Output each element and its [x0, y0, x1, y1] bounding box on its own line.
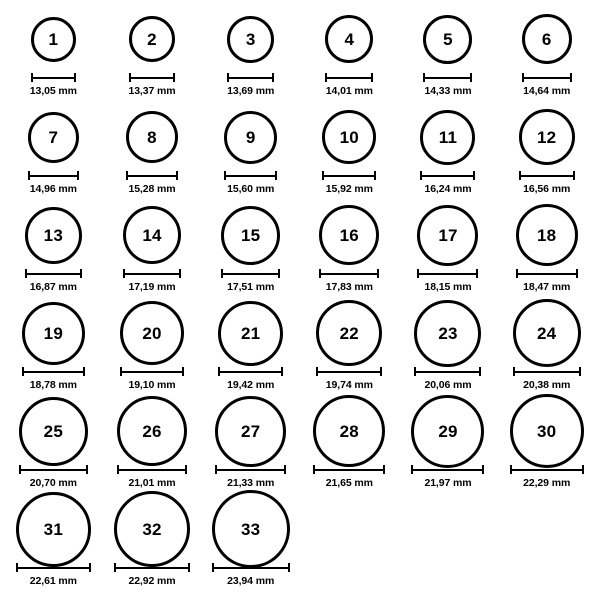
dimension-cap-left — [19, 465, 21, 474]
ring-circle-wrapper — [316, 302, 382, 364]
dimension-line — [519, 175, 575, 177]
ring-cell — [399, 106, 498, 204]
dimension-line — [123, 273, 181, 275]
ring-size-label: 13 — [43, 225, 63, 245]
dimension-cap-right — [476, 269, 478, 278]
ring-diameter-label: 22,92 mm — [128, 575, 176, 587]
dimension-bar — [224, 171, 277, 180]
dimension-line — [316, 371, 382, 373]
dimension-cap-left — [218, 367, 220, 376]
ring-size-label: 20 — [142, 323, 162, 343]
dimension-bar — [114, 563, 190, 572]
dimension-cap-left — [221, 269, 223, 278]
dimension-cap-right — [576, 269, 578, 278]
dimension-cap-right — [284, 465, 286, 474]
ring-diameter-label: 19,74 mm — [325, 379, 373, 391]
dimension-bar — [417, 269, 478, 278]
dimension-line — [129, 77, 175, 79]
ring-circle[interactable] — [423, 15, 472, 64]
dimension-cap-right — [473, 171, 475, 180]
dimension-line — [325, 77, 373, 79]
dimension-cap-left — [31, 73, 33, 82]
dimension-cap-right — [77, 171, 79, 180]
dimension-cap-left — [513, 367, 515, 376]
dimension-bar — [212, 563, 290, 572]
dimension-bar — [28, 171, 79, 180]
dimension-cap-left — [411, 465, 413, 474]
ring-diameter-label: 14,64 mm — [523, 85, 571, 97]
ring-circle-wrapper — [510, 400, 584, 462]
ring-diameter-label: 14,01 mm — [325, 85, 373, 97]
ring-cell — [497, 204, 596, 302]
ring-cell — [201, 8, 300, 106]
dimension-cap-left — [126, 171, 128, 180]
dimension-cap-left — [114, 563, 116, 572]
ring-cell — [103, 498, 202, 596]
ring-size-label: 11 — [438, 127, 458, 147]
ring-circle[interactable] — [31, 17, 76, 62]
ring-cell — [497, 106, 596, 204]
ring-circle[interactable] — [28, 112, 79, 163]
ring-circle-wrapper — [16, 498, 91, 560]
dimension-cap-right — [570, 73, 572, 82]
dimension-line — [322, 175, 376, 177]
ring-size-label: 28 — [339, 421, 359, 441]
ring-circle-wrapper — [117, 400, 187, 462]
ring-diameter-label: 23,94 mm — [227, 575, 275, 587]
dimension-cap-right — [272, 73, 274, 82]
ring-circle-wrapper — [126, 106, 178, 168]
ring-circle-wrapper — [227, 8, 274, 70]
dimension-cap-right — [89, 563, 91, 572]
dimension-cap-right — [374, 171, 376, 180]
ring-circle-wrapper — [420, 106, 475, 168]
ring-circle[interactable] — [123, 206, 181, 264]
ring-size-label: 22 — [339, 323, 359, 343]
ring-circle-wrapper — [221, 204, 280, 266]
ring-size-label: 27 — [241, 421, 261, 441]
dimension-cap-left — [322, 171, 324, 180]
dimension-cap-left — [28, 171, 30, 180]
dimension-cap-right — [371, 73, 373, 82]
ring-cell — [497, 8, 596, 106]
dimension-bar — [325, 73, 373, 82]
ring-size-label: 32 — [142, 519, 162, 539]
ring-cell — [103, 204, 202, 302]
ring-diameter-label: 21,01 mm — [128, 477, 176, 489]
dimension-cap-right — [275, 171, 277, 180]
dimension-bar — [423, 73, 472, 82]
dimension-line — [126, 175, 178, 177]
ring-circle-wrapper — [28, 106, 79, 168]
ring-circle[interactable] — [322, 110, 376, 164]
ring-circle[interactable] — [221, 206, 280, 265]
ring-circle-wrapper — [423, 8, 472, 70]
dimension-bar — [313, 465, 385, 474]
ring-size-label: 15 — [241, 225, 261, 245]
ring-circle-wrapper — [22, 302, 85, 364]
ring-size-label: 33 — [241, 519, 261, 539]
ring-cell — [497, 400, 596, 498]
ring-circle-wrapper — [212, 498, 290, 560]
ring-size-label: 14 — [142, 225, 162, 245]
ring-circle-wrapper — [31, 8, 76, 70]
dimension-cap-left — [420, 171, 422, 180]
ring-circle[interactable] — [19, 397, 88, 466]
dimension-bar — [322, 171, 376, 180]
dimension-line — [114, 567, 190, 569]
dimension-bar — [513, 367, 581, 376]
dimension-cap-left — [25, 269, 27, 278]
ring-diameter-label: 21,97 mm — [424, 477, 472, 489]
dimension-line — [22, 371, 85, 373]
dimension-cap-right — [179, 269, 181, 278]
ring-diameter-label: 13,05 mm — [29, 85, 77, 97]
dimension-bar — [126, 171, 178, 180]
ring-circle[interactable] — [513, 299, 581, 367]
dimension-line — [215, 469, 286, 471]
ring-cell — [4, 204, 103, 302]
dimension-bar — [218, 367, 283, 376]
ring-cell — [300, 106, 399, 204]
ring-size-label: 24 — [537, 323, 557, 343]
ring-diameter-label: 22,61 mm — [29, 575, 77, 587]
ring-size-label: 17 — [438, 225, 458, 245]
dimension-line — [513, 371, 581, 373]
ring-size-label: 5 — [443, 29, 453, 49]
dimension-cap-right — [278, 269, 280, 278]
dimension-line — [218, 371, 283, 373]
dimension-cap-right — [281, 367, 283, 376]
ring-diameter-label: 14,96 mm — [29, 183, 77, 195]
ring-circle-wrapper — [123, 204, 181, 266]
dimension-line — [31, 77, 76, 79]
ring-cell — [201, 498, 300, 596]
ring-diameter-label: 20,70 mm — [29, 477, 77, 489]
dimension-line — [420, 175, 475, 177]
dimension-cap-left — [414, 367, 416, 376]
dimension-line — [510, 469, 584, 471]
dimension-line — [221, 273, 280, 275]
dimension-line — [411, 469, 484, 471]
ring-circle-wrapper — [513, 302, 581, 364]
ring-size-label: 8 — [147, 127, 157, 147]
ring-cell — [300, 400, 399, 498]
dimension-cap-left — [22, 367, 24, 376]
dimension-cap-left — [123, 269, 125, 278]
dimension-bar — [227, 73, 274, 82]
ring-circle[interactable] — [519, 109, 575, 165]
ring-circle[interactable] — [510, 394, 584, 468]
dimension-line — [319, 273, 379, 275]
ring-diameter-label: 17,19 mm — [128, 281, 176, 293]
ring-circle[interactable] — [129, 16, 175, 62]
dimension-cap-right — [573, 171, 575, 180]
ring-diameter-label: 15,28 mm — [128, 183, 176, 195]
ring-cell — [300, 302, 399, 400]
dimension-cap-right — [173, 73, 175, 82]
dimension-cap-left — [516, 269, 518, 278]
dimension-line — [117, 469, 187, 471]
dimension-cap-left — [212, 563, 214, 572]
ring-circle-wrapper — [25, 204, 82, 266]
ring-circle[interactable] — [22, 302, 85, 365]
ring-size-label: 30 — [537, 421, 557, 441]
ring-cell — [103, 302, 202, 400]
dimension-cap-left — [522, 73, 524, 82]
ring-size-label: 12 — [537, 127, 557, 147]
ring-cell — [4, 302, 103, 400]
dimension-bar — [129, 73, 175, 82]
ring-diameter-label: 18,47 mm — [523, 281, 571, 293]
ring-circle[interactable] — [316, 300, 382, 366]
ring-circle[interactable] — [212, 490, 290, 568]
dimension-line — [414, 371, 481, 373]
ring-diameter-label: 17,83 mm — [325, 281, 373, 293]
dimension-cap-right — [288, 563, 290, 572]
dimension-cap-right — [482, 465, 484, 474]
dimension-bar — [25, 269, 82, 278]
dimension-cap-right — [86, 465, 88, 474]
ring-size-label: 23 — [438, 323, 458, 343]
dimension-bar — [215, 465, 286, 474]
ring-cell — [399, 8, 498, 106]
dimension-cap-left — [325, 73, 327, 82]
dimension-cap-left — [117, 465, 119, 474]
ring-cell — [4, 106, 103, 204]
dimension-line — [16, 567, 91, 569]
dimension-line — [227, 77, 274, 79]
ring-size-label: 21 — [241, 323, 261, 343]
ring-circle[interactable] — [411, 395, 484, 468]
ring-diameter-label: 13,69 mm — [227, 85, 275, 97]
ring-circle[interactable] — [25, 207, 82, 264]
ring-circle-wrapper — [215, 400, 286, 462]
ring-circle-wrapper — [120, 302, 184, 364]
ring-cell — [4, 400, 103, 498]
ring-size-label: 6 — [541, 29, 552, 49]
dimension-bar — [316, 367, 382, 376]
ring-size-label: 31 — [43, 519, 63, 539]
dimension-line — [417, 273, 478, 275]
ring-cell — [103, 400, 202, 498]
dimension-cap-right — [383, 465, 385, 474]
ring-circle[interactable] — [417, 205, 478, 266]
ring-size-label: 16 — [339, 225, 359, 245]
ring-cell — [497, 302, 596, 400]
ring-size-label: 19 — [43, 323, 63, 343]
ring-cell — [4, 498, 103, 596]
dimension-cap-left — [316, 367, 318, 376]
dimension-bar — [510, 465, 584, 474]
ring-circle-wrapper — [414, 302, 481, 364]
ring-circle[interactable] — [215, 396, 286, 467]
dimension-bar — [414, 367, 481, 376]
dimension-bar — [420, 171, 475, 180]
ring-diameter-label: 21,65 mm — [325, 477, 373, 489]
dimension-bar — [123, 269, 181, 278]
dimension-cap-right — [80, 269, 82, 278]
ring-cell — [399, 302, 498, 400]
ring-circle-wrapper — [313, 400, 385, 462]
dimension-cap-right — [579, 367, 581, 376]
ring-cell — [399, 204, 498, 302]
dimension-cap-left — [519, 171, 521, 180]
dimension-cap-left — [319, 269, 321, 278]
ring-circle[interactable] — [114, 491, 190, 567]
dimension-cap-right — [470, 73, 472, 82]
ring-circle-wrapper — [19, 400, 88, 462]
dimension-cap-left — [129, 73, 131, 82]
ring-cell — [201, 204, 300, 302]
ring-circle[interactable] — [16, 492, 91, 567]
dimension-line — [19, 469, 88, 471]
dimension-line — [28, 175, 79, 177]
ring-size-label: 18 — [537, 225, 557, 245]
ring-size-label: 2 — [147, 29, 157, 49]
ring-circle[interactable] — [522, 14, 572, 64]
ring-cell — [4, 8, 103, 106]
ring-circle[interactable] — [516, 204, 578, 266]
ring-size-label: 25 — [43, 421, 63, 441]
ring-cell — [201, 106, 300, 204]
dimension-cap-right — [479, 367, 481, 376]
dimension-cap-left — [313, 465, 315, 474]
dimension-cap-right — [380, 367, 382, 376]
ring-diameter-label: 20,38 mm — [523, 379, 571, 391]
ring-circle-wrapper — [322, 106, 376, 168]
dimension-cap-left — [224, 171, 226, 180]
dimension-bar — [319, 269, 379, 278]
dimension-cap-left — [417, 269, 419, 278]
dimension-bar — [516, 269, 578, 278]
dimension-bar — [117, 465, 187, 474]
dimension-line — [522, 77, 572, 79]
ring-circle-wrapper — [129, 8, 175, 70]
ring-circle[interactable] — [227, 16, 274, 63]
ring-size-label: 9 — [245, 127, 256, 147]
ring-cell — [201, 400, 300, 498]
dimension-cap-right — [377, 269, 379, 278]
ring-diameter-label: 20,06 mm — [424, 379, 472, 391]
ring-circle[interactable] — [224, 111, 277, 164]
ring-circle-wrapper — [114, 498, 190, 560]
ring-diameter-label: 22,29 mm — [523, 477, 571, 489]
dimension-line — [224, 175, 277, 177]
ring-diameter-label: 18,15 mm — [424, 281, 472, 293]
dimension-cap-right — [176, 171, 178, 180]
ring-circle-wrapper — [224, 106, 277, 168]
ring-circle[interactable] — [313, 395, 385, 467]
dimension-bar — [120, 367, 184, 376]
ring-cell — [103, 8, 202, 106]
ring-diameter-label: 16,87 mm — [29, 281, 77, 293]
dimension-cap-left — [16, 563, 18, 572]
ring-diameter-label: 14,33 mm — [424, 85, 472, 97]
dimension-cap-right — [74, 73, 76, 82]
ring-cell — [399, 400, 498, 498]
dimension-line — [25, 273, 82, 275]
dimension-cap-right — [83, 367, 85, 376]
ring-size-label: 4 — [344, 29, 355, 49]
dimension-cap-left — [510, 465, 512, 474]
ring-diameter-label: 15,60 mm — [227, 183, 275, 195]
dimension-cap-left — [215, 465, 217, 474]
dimension-line — [516, 273, 578, 275]
dimension-line — [120, 371, 184, 373]
dimension-bar — [22, 367, 85, 376]
ring-size-label: 29 — [438, 421, 458, 441]
dimension-cap-left — [227, 73, 229, 82]
ring-circle[interactable] — [126, 111, 178, 163]
ring-circle[interactable] — [120, 301, 184, 365]
dimension-cap-right — [182, 367, 184, 376]
dimension-bar — [519, 171, 575, 180]
dimension-bar — [19, 465, 88, 474]
ring-size-label: 26 — [142, 421, 162, 441]
ring-diameter-label: 21,33 mm — [227, 477, 275, 489]
ring-circle[interactable] — [218, 301, 283, 366]
ring-diameter-label: 13,37 mm — [128, 85, 176, 97]
ring-circle-wrapper — [519, 106, 575, 168]
dimension-bar — [16, 563, 91, 572]
ring-size-label: 10 — [339, 127, 359, 147]
ring-size-label: 7 — [48, 127, 59, 147]
dimension-line — [423, 77, 472, 79]
ring-circle-wrapper — [325, 8, 373, 70]
dimension-line — [313, 469, 385, 471]
dimension-line — [212, 567, 290, 569]
dimension-bar — [221, 269, 280, 278]
ring-cell — [300, 204, 399, 302]
ring-circle[interactable] — [319, 205, 379, 265]
ring-diameter-label: 16,56 mm — [523, 183, 571, 195]
dimension-cap-left — [120, 367, 122, 376]
ring-size-label: 3 — [245, 29, 256, 49]
ring-circle-wrapper — [516, 204, 578, 266]
dimension-bar — [522, 73, 572, 82]
dimension-cap-left — [423, 73, 425, 82]
ring-circle-wrapper — [411, 400, 484, 462]
ring-size-label: 1 — [48, 29, 59, 49]
dimension-bar — [31, 73, 76, 82]
dimension-cap-right — [582, 465, 584, 474]
ring-cell — [300, 8, 399, 106]
ring-diameter-label: 16,24 mm — [424, 183, 472, 195]
ring-circle[interactable] — [117, 396, 187, 466]
ring-circle-wrapper — [218, 302, 283, 364]
ring-cell — [201, 302, 300, 400]
ring-circle-wrapper — [417, 204, 478, 266]
dimension-cap-right — [185, 465, 187, 474]
ring-circle[interactable] — [420, 110, 475, 165]
ring-circle[interactable] — [325, 15, 373, 63]
ring-diameter-label: 19,42 mm — [227, 379, 275, 391]
ring-diameter-label: 19,10 mm — [128, 379, 176, 391]
ring-cell — [103, 106, 202, 204]
dimension-cap-right — [188, 563, 190, 572]
ring-circle-wrapper — [319, 204, 379, 266]
ring-circle-wrapper — [522, 8, 572, 70]
ring-circle[interactable] — [414, 300, 481, 367]
ring-diameter-label: 18,78 mm — [29, 379, 77, 391]
ring-diameter-label: 15,92 mm — [325, 183, 373, 195]
ring-diameter-label: 17,51 mm — [227, 281, 275, 293]
dimension-bar — [411, 465, 484, 474]
